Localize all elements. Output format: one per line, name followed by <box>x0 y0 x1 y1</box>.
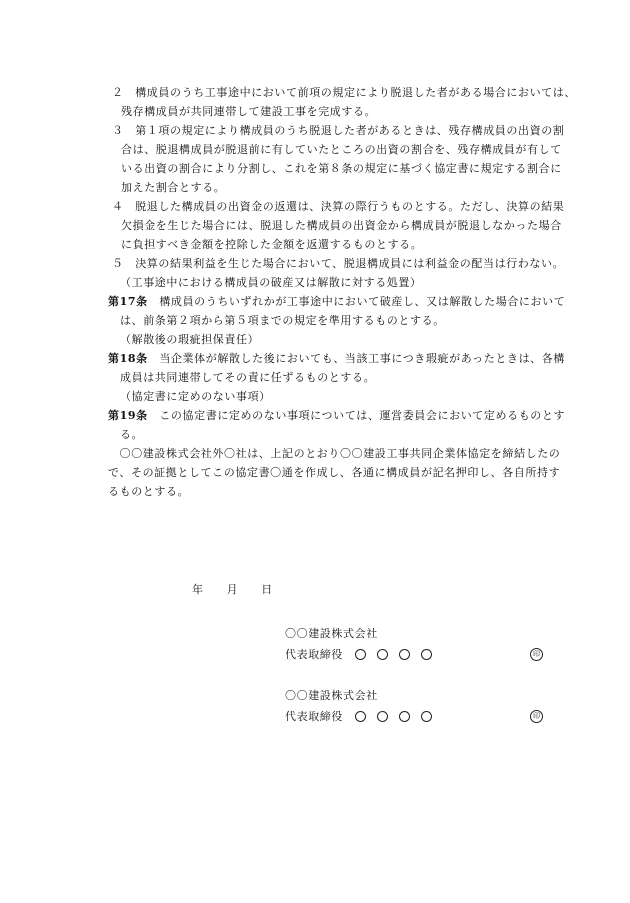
paragraph-2 <box>108 83 576 121</box>
article-first-line <box>108 406 573 425</box>
signatory-company: 〇〇建設株式会社 <box>285 627 378 640</box>
article-19 <box>108 387 573 444</box>
signatory-representative <box>285 706 555 727</box>
paragraph-3 <box>108 121 573 197</box>
date-month: 月 <box>226 583 239 596</box>
closing-statement <box>108 444 573 501</box>
article-line: は、前条第２項から第５項までの規定を準用するものとする。 <box>120 314 445 327</box>
paragraph-line: 残存構成員が共同連帯して建設工事を完成する。 <box>121 105 377 118</box>
seal-mark: 印 <box>530 648 543 661</box>
circle-icon <box>399 711 410 722</box>
signatory-block <box>285 623 555 665</box>
article-text: この協定書に定めのない事項については、運営委員会において定めるものとす <box>147 409 566 422</box>
paragraph-4 <box>108 197 573 254</box>
signatory-title: 代表取締役 <box>285 710 343 723</box>
article-label: 第19条 <box>108 409 148 422</box>
paragraph-5 <box>108 254 573 273</box>
agreement-body <box>108 83 576 501</box>
signatory-representative <box>285 644 555 665</box>
article-heading: （協定書に定めのない事項） <box>120 390 271 403</box>
article-first-line <box>108 349 573 368</box>
circle-icon <box>377 711 388 722</box>
signatory-company: 〇〇建設株式会社 <box>285 689 378 702</box>
article-label: 第18条 <box>108 352 148 365</box>
article-text: 当企業体が解散した後においても、当該工事につき瑕疵があったときは、各構 <box>147 352 565 365</box>
seal-mark: 印 <box>530 710 543 723</box>
article-heading: （工事途中における構成員の破産又は解散に対する処置） <box>120 276 422 289</box>
paragraph-line: に負担すべき金額を控除した金額を返還するものとする。 <box>121 238 423 251</box>
name-placeholder <box>355 711 432 722</box>
paragraph-line: 合は、脱退構成員が脱退前に有していたところの出資の割合を、残存構成員が有して <box>121 143 562 156</box>
closing-line: で、その証拠としてこの協定書〇通を作成し、各通に構成員が記名押印し、各自所持す <box>108 466 561 479</box>
circle-icon <box>399 649 410 660</box>
closing-line: 〇〇建設株式会社外〇社は、上記のとおり〇〇建設工事共同企業体協定を締結したの <box>108 447 561 460</box>
article-heading: （解散後の瑕疵担保責任） <box>120 333 260 346</box>
paragraph-line: ２ 構成員のうち工事途中において前項の規定により脱退した者がある場合においては、 <box>112 86 576 99</box>
name-placeholder <box>355 649 432 660</box>
paragraph-line: いる出資の割合により分割し、これを第８条の規定に基づく協定書に規定する割合に <box>121 162 562 175</box>
date-line <box>192 582 273 598</box>
circle-icon <box>355 711 366 722</box>
paragraph-line: ５ 決算の結果利益を生じた場合において、脱退構成員には利益金の配当は行わない。 <box>112 257 565 270</box>
article-label: 第17条 <box>108 295 148 308</box>
circle-icon <box>421 711 432 722</box>
article-line: る。 <box>120 428 144 441</box>
date-day: 日 <box>261 583 273 596</box>
paragraph-line: 欠損金を生じた場合には、脱退した構成員の出資金から構成員が脱退しなかった場合 <box>121 219 562 232</box>
circle-icon <box>421 649 432 660</box>
article-first-line <box>108 292 573 311</box>
signatory-block <box>285 685 555 727</box>
closing-line: るものとする。 <box>108 485 190 498</box>
article-18 <box>108 330 573 387</box>
article-17 <box>108 273 573 330</box>
paragraph-line: ４ 脱退した構成員の出資金の返還は、決算の際行うものとする。ただし、決算の結果 <box>112 200 565 213</box>
circle-icon <box>377 649 388 660</box>
article-line: 成員は共同連帯してその責に任ずるものとする。 <box>120 371 376 384</box>
paragraph-line: ３ 第１項の規定により構成員のうち脱退した者があるときは、残存構成員の出資の割 <box>112 124 565 137</box>
paragraph-line: 加えた割合とする。 <box>121 181 226 194</box>
signatory-title: 代表取締役 <box>285 648 343 661</box>
date-year: 年 <box>192 583 204 596</box>
article-text: 構成員のうちいずれかが工事途中において破産し、又は解散した場合において <box>147 295 566 308</box>
circle-icon <box>355 649 366 660</box>
